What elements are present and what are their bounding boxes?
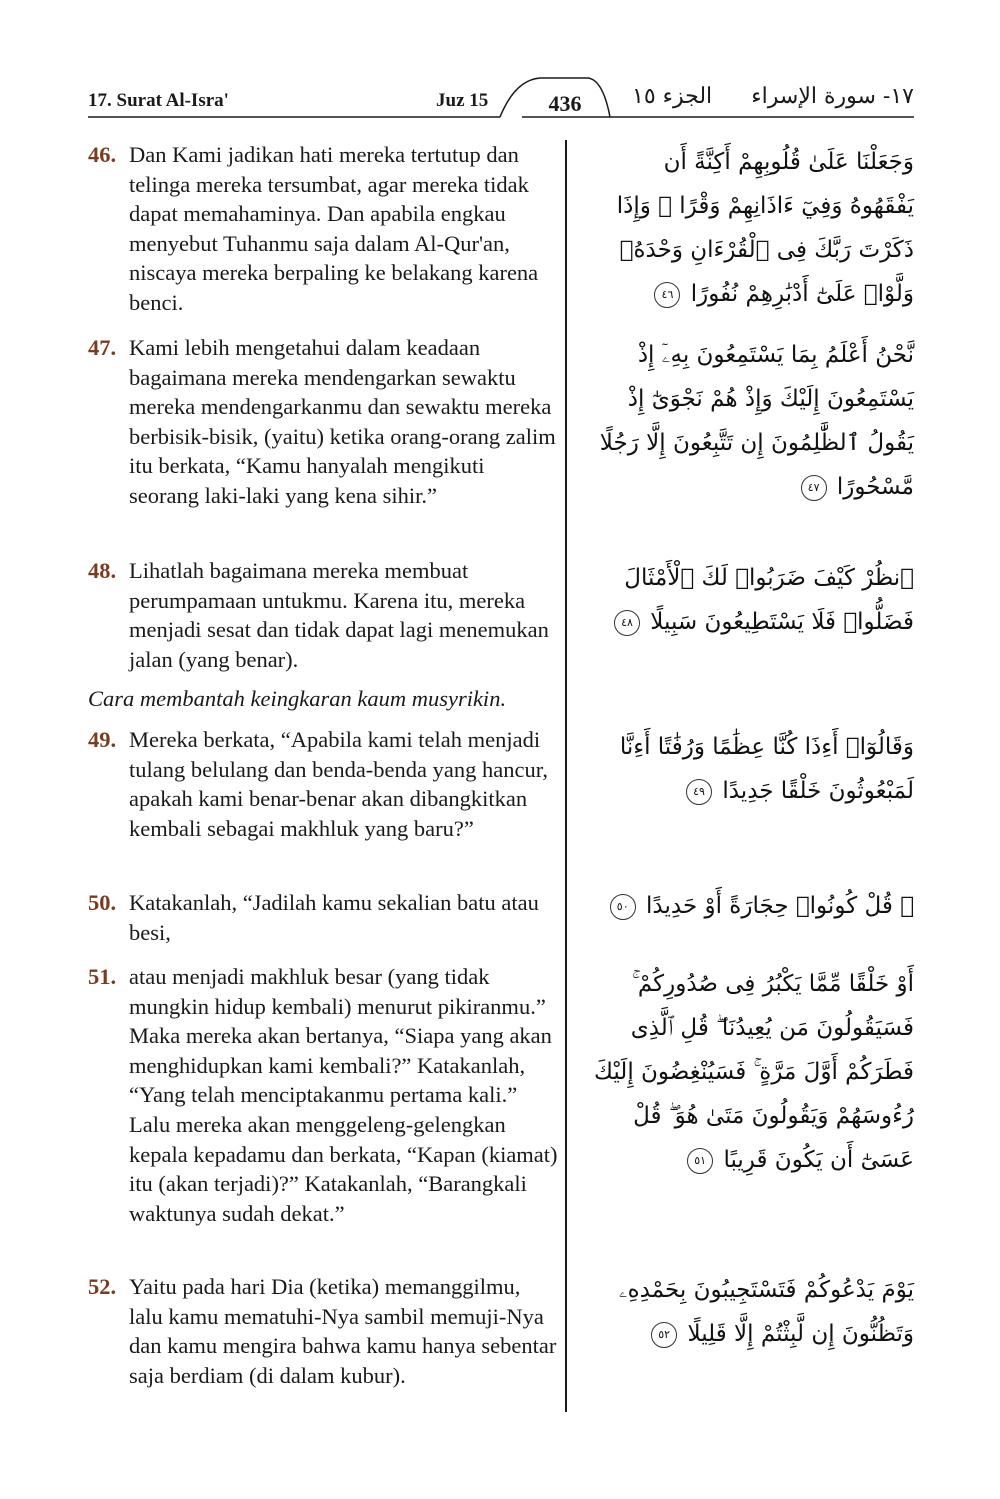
ayah-end-marker: ٤٨ [614,610,640,636]
column-divider [565,140,567,1412]
verse-translation [88,556,558,674]
page-header [0,0,1000,130]
verse-number: 50. [88,890,117,915]
arabic-verse [594,333,914,509]
arabic-text: ۞ قُلْ كُونُوا۟ حِجَارَةً أَوْ حَدِيدًا [646,893,914,919]
arabic-text: ٱنظُرْ كَيْفَ ضَرَبُوا۟ لَكَ ٱلْأَمْثَالَ فَضَلُّوا۟ فَلَا يَسْتَطِيعُونَ سَبِيلًا [624,565,914,635]
arabic-verse [594,1268,914,1356]
arabic-text: وَجَعَلْنَا عَلَىٰ قُلُوبِهِمْ أَكِنَّةً أَن يَفْقَهُوهُ وَفِيٓ ءَاذَانِهِمْ وَقْرًا ۚ وَإِذَا ذَكَرْتَ رَبَّكَ فِى ٱلْقُرْءَانِ وَحْدَهُۥ وَلَّوْا۟ عَلَىٰٓ أَدْبَٰرِهِمْ نُفُورًا [616,149,914,307]
verse-text: atau menjadi makhluk besar (yang tidak mungkin hidup kembali) menurut pikiranmu.” Maka mereka akan bertanya, “Siapa yang akan menghidupkan kami kembali?” Katakanlah, “Yang telah menciptakanmu pertama kali.” Lalu mereka akan menggeleng-gelengkan kepala kepadamu dan berkata, “Kapan (kiamat) itu (akan terjadi)?” Katakanlah, “Barangkali waktunya sudah dekat.” [129,964,558,1226]
juz-label-arabic: الجزء ١٥ [632,84,713,109]
section-heading: Cara membantah keingkaran kaum musyrikin. [88,686,507,711]
verse-number: 46. [88,142,117,167]
verse-translation [88,888,558,947]
surah-title-latin: 17. Surat Al-Isra' [88,90,229,111]
arabic-verse [594,140,914,316]
arabic-verse [594,962,914,1182]
arabic-text: وَقَالُوٓا۟ أَءِذَا كُنَّا عِظَٰمًا وَرُفَٰتًا أَءِنَّا لَمَبْعُوثُونَ خَلْقًا جَدِيدًا [619,734,914,804]
arabic-text: أَوْ خَلْقًا مِّمَّا يَكْبُرُ فِى صُدُورِكُمْ ۚ فَسَيَقُولُونَ مَن يُعِيدُنَا ۖ قُلِ ٱلَّذِى فَطَرَكُمْ أَوَّلَ مَرَّةٍ ۚ فَسَيُنْغِضُونَ إِلَيْكَ رُءُوسَهُمْ وَيَقُولُونَ مَتَىٰ هُوَ ۖ قُلْ عَسَىٰٓ أَن يَكُونَ قَرِيبًا [593,971,914,1173]
arabic-verse [594,884,914,928]
verse-translation [88,140,558,318]
surah-title-arabic: ١٧- سورة الإسراء [751,84,914,109]
ayah-end-marker: ٥١ [687,1148,713,1174]
verse-translation [88,725,558,843]
ayah-end-marker: ٥٠ [610,894,636,920]
verse-number: 51. [88,964,117,989]
ayah-end-marker: ٤٩ [686,779,712,805]
verse-number: 48. [88,558,117,583]
verse-text: Kami lebih mengetahui dalam keadaan bagaimana mereka mendengarkan sewaktu mereka mendengarkanmu dan sewaktu mereka berbisik-bisik, (yaitu) ketika orang-orang zalim itu berkata, “Kamu hanyalah mengikuti seorang laki-laki yang kena sihir.” [129,335,556,508]
verse-text: Dan Kami jadikan hati mereka tertutup dan telinga mereka tersumbat, agar mereka tidak dapat memahaminya. Dan apabila engkau menyebut Tuhanmu saja dalam Al-Qur'an, niscaya mereka berpaling ke belakang karena benci. [129,142,539,315]
verse-text: Yaitu pada hari Dia (ketika) memanggilmu, lalu kamu mematuhi-Nya sambil memuji-Nya dan kamu mengira bahwa kamu hanya sebentar saja berdiam (di dalam kubur). [129,1274,557,1388]
ayah-end-marker: ٥٢ [651,1322,677,1348]
arabic-verse [594,556,914,644]
verse-number: 49. [88,727,117,752]
juz-label-latin: Juz 15 [436,90,489,111]
arabic-text: نَّحْنُ أَعْلَمُ بِمَا يَسْتَمِعُونَ بِهِۦٓ إِذْ يَسْتَمِعُونَ إِلَيْكَ وَإِذْ هُمْ نَجْوَىٰٓ إِذْ يَقُولُ ٱلظَّٰلِمُونَ إِن تَتَّبِعُونَ إِلَّا رَجُلًا مَّسْحُورًا [599,342,914,500]
verse-translation [88,962,558,1228]
arabic-text: يَوْمَ يَدْعُوكُمْ فَتَسْتَجِيبُونَ بِحَمْدِهِۦ وَتَظُنُّونَ إِن لَّبِثْتُمْ إِلَّا قَلِيلًا [618,1277,914,1347]
verse-text: Lihatlah bagaimana mereka membuat perumpamaan untukmu. Karena itu, mereka menjadi sesat dan tidak dapat lagi menemukan jalan (yang benar). [129,558,549,672]
verse-translation [88,1272,558,1390]
verse-number: 47. [88,335,117,360]
verse-translation [88,333,558,511]
page-number: 436 [548,91,582,116]
ayah-end-marker: ٤٦ [654,282,680,308]
ayah-end-marker: ٤٧ [801,475,827,501]
verse-text: Katakanlah, “Jadilah kamu sekalian batu atau besi, [129,890,539,945]
verse-text: Mereka berkata, “Apabila kami telah menjadi tulang belulang dan benda-benda yang hancur, apakah kami benar-benar akan dibangkitkan kembali sebagai makhluk yang baru?” [129,727,548,841]
arabic-verse [594,725,914,813]
verse-number: 52. [88,1274,117,1299]
